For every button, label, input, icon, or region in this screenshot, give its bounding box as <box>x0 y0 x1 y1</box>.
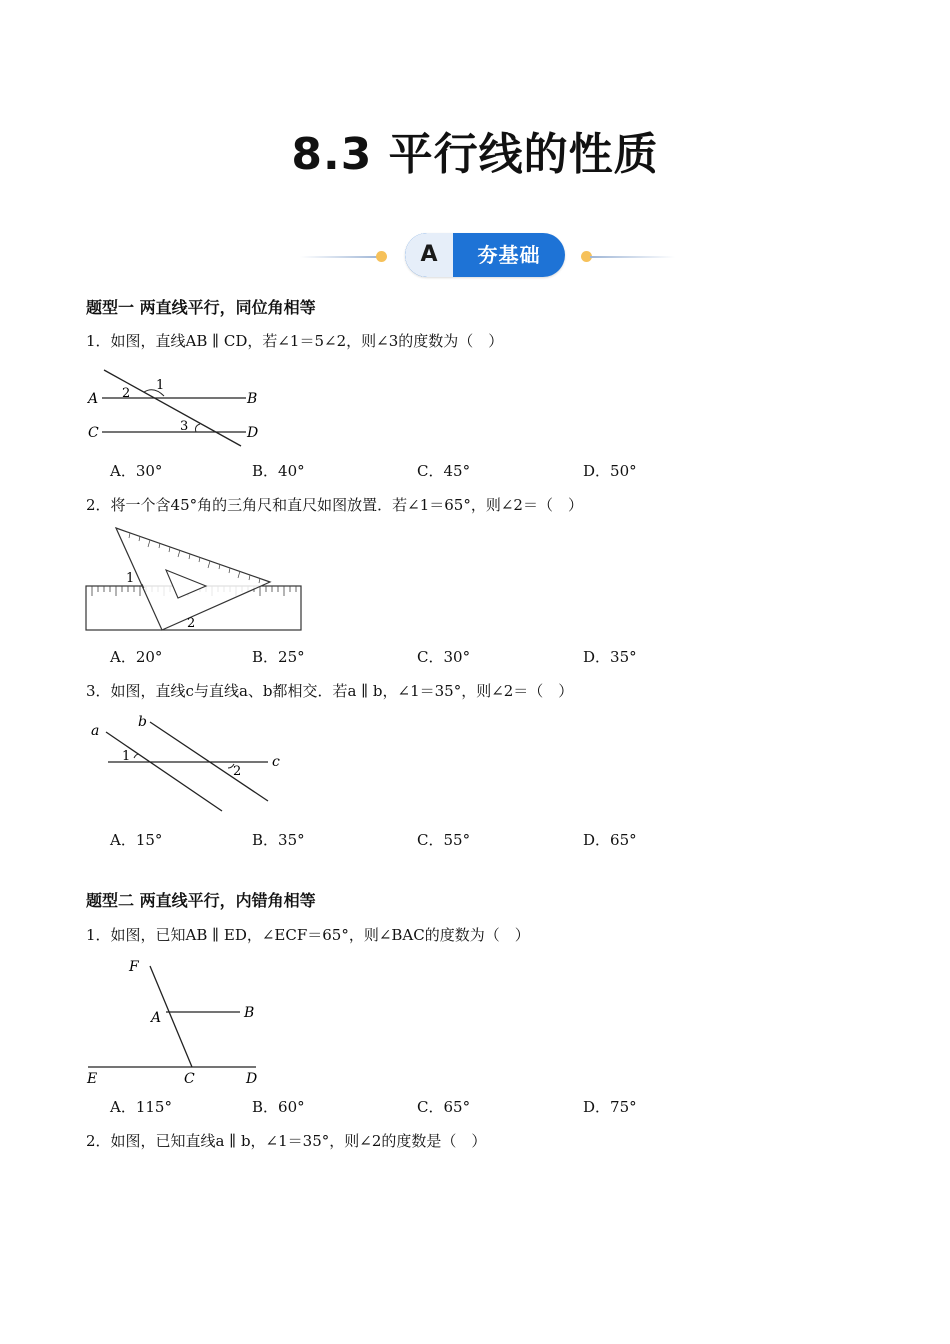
option-a[interactable]: A．30° <box>110 462 163 480</box>
question-text: 1．如图，直线AB ∥ CD，若∠1＝5∠2，则∠3的度数为（ ） <box>86 332 504 350</box>
label-D: D <box>247 425 259 441</box>
option-c[interactable]: C．30° <box>417 648 471 666</box>
angle-2-label: 2 <box>233 764 242 779</box>
answer-options <box>110 829 710 851</box>
banner-line-right <box>590 256 675 258</box>
angle-1-label: 1 <box>122 749 131 764</box>
option-b[interactable]: B．60° <box>252 1098 305 1116</box>
option-a[interactable]: A．15° <box>110 831 163 849</box>
option-d[interactable]: D．50° <box>583 462 637 480</box>
label-b: b <box>138 714 147 730</box>
banner-dot-left <box>376 251 387 262</box>
banner-pill <box>405 233 565 277</box>
angle-1-label: 1 <box>126 571 135 586</box>
option-a[interactable]: A．115° <box>110 1098 172 1116</box>
label-F: F <box>129 959 139 975</box>
label-c: c <box>272 754 280 770</box>
label-C: C <box>88 425 99 441</box>
banner-label: 夯基础 <box>477 243 541 267</box>
option-d[interactable]: D．35° <box>583 648 637 666</box>
section-heading-2: 题型二 两直线平行，内错角相等 <box>86 891 316 910</box>
label-B: B <box>247 391 258 407</box>
angle-2-label: 2 <box>187 616 196 631</box>
option-b[interactable]: B．40° <box>252 462 305 480</box>
question-text: 3．如图，直线c与直线a、b都相交．若a ∥ b，∠1＝35°，则∠2＝（ ） <box>86 682 574 700</box>
banner-letter: A <box>405 233 453 277</box>
banner-line-left <box>300 256 380 258</box>
label-B: B <box>244 1005 255 1021</box>
figure-parallel-lines-transversal <box>84 368 274 448</box>
answer-options <box>110 460 710 482</box>
option-d[interactable]: D．75° <box>583 1098 637 1116</box>
figure-lines-a-b-c <box>84 710 294 816</box>
question-text: 2．将一个含45°角的三角尺和直尺如图放置．若∠1＝65°，则∠2＝（ ） <box>86 496 583 514</box>
option-b[interactable]: B．35° <box>252 831 305 849</box>
angle-1-label: 1 <box>156 378 165 393</box>
label-a: a <box>91 723 100 739</box>
angle-2-label: 2 <box>122 386 131 401</box>
option-b[interactable]: B．25° <box>252 648 305 666</box>
option-c[interactable]: C．55° <box>417 831 471 849</box>
figure-triangle-ruler <box>84 526 306 634</box>
label-E: E <box>87 1071 98 1087</box>
section-heading-1: 题型一 两直线平行，同位角相等 <box>86 298 316 317</box>
option-d[interactable]: D．65° <box>583 831 637 849</box>
label-C: C <box>184 1071 195 1087</box>
question-text: 1．如图，已知AB ∥ ED，∠ECF＝65°，则∠BAC的度数为（ ） <box>86 926 530 944</box>
figure-parallel-ab-ed <box>84 954 274 1088</box>
page-title: 8.3 平行线的性质 <box>291 129 659 180</box>
answer-options <box>110 646 710 668</box>
option-c[interactable]: C．65° <box>417 1098 471 1116</box>
answer-options <box>110 1096 710 1118</box>
question-text: 2．如图，已知直线a ∥ b，∠1＝35°，则∠2的度数是（ ） <box>86 1132 487 1150</box>
option-c[interactable]: C．45° <box>417 462 471 480</box>
label-A: A <box>151 1010 162 1026</box>
label-A: A <box>88 391 99 407</box>
option-a[interactable]: A．20° <box>110 648 163 666</box>
section-banner <box>290 228 680 284</box>
angle-3-label: 3 <box>180 419 189 434</box>
label-D: D <box>246 1071 258 1087</box>
